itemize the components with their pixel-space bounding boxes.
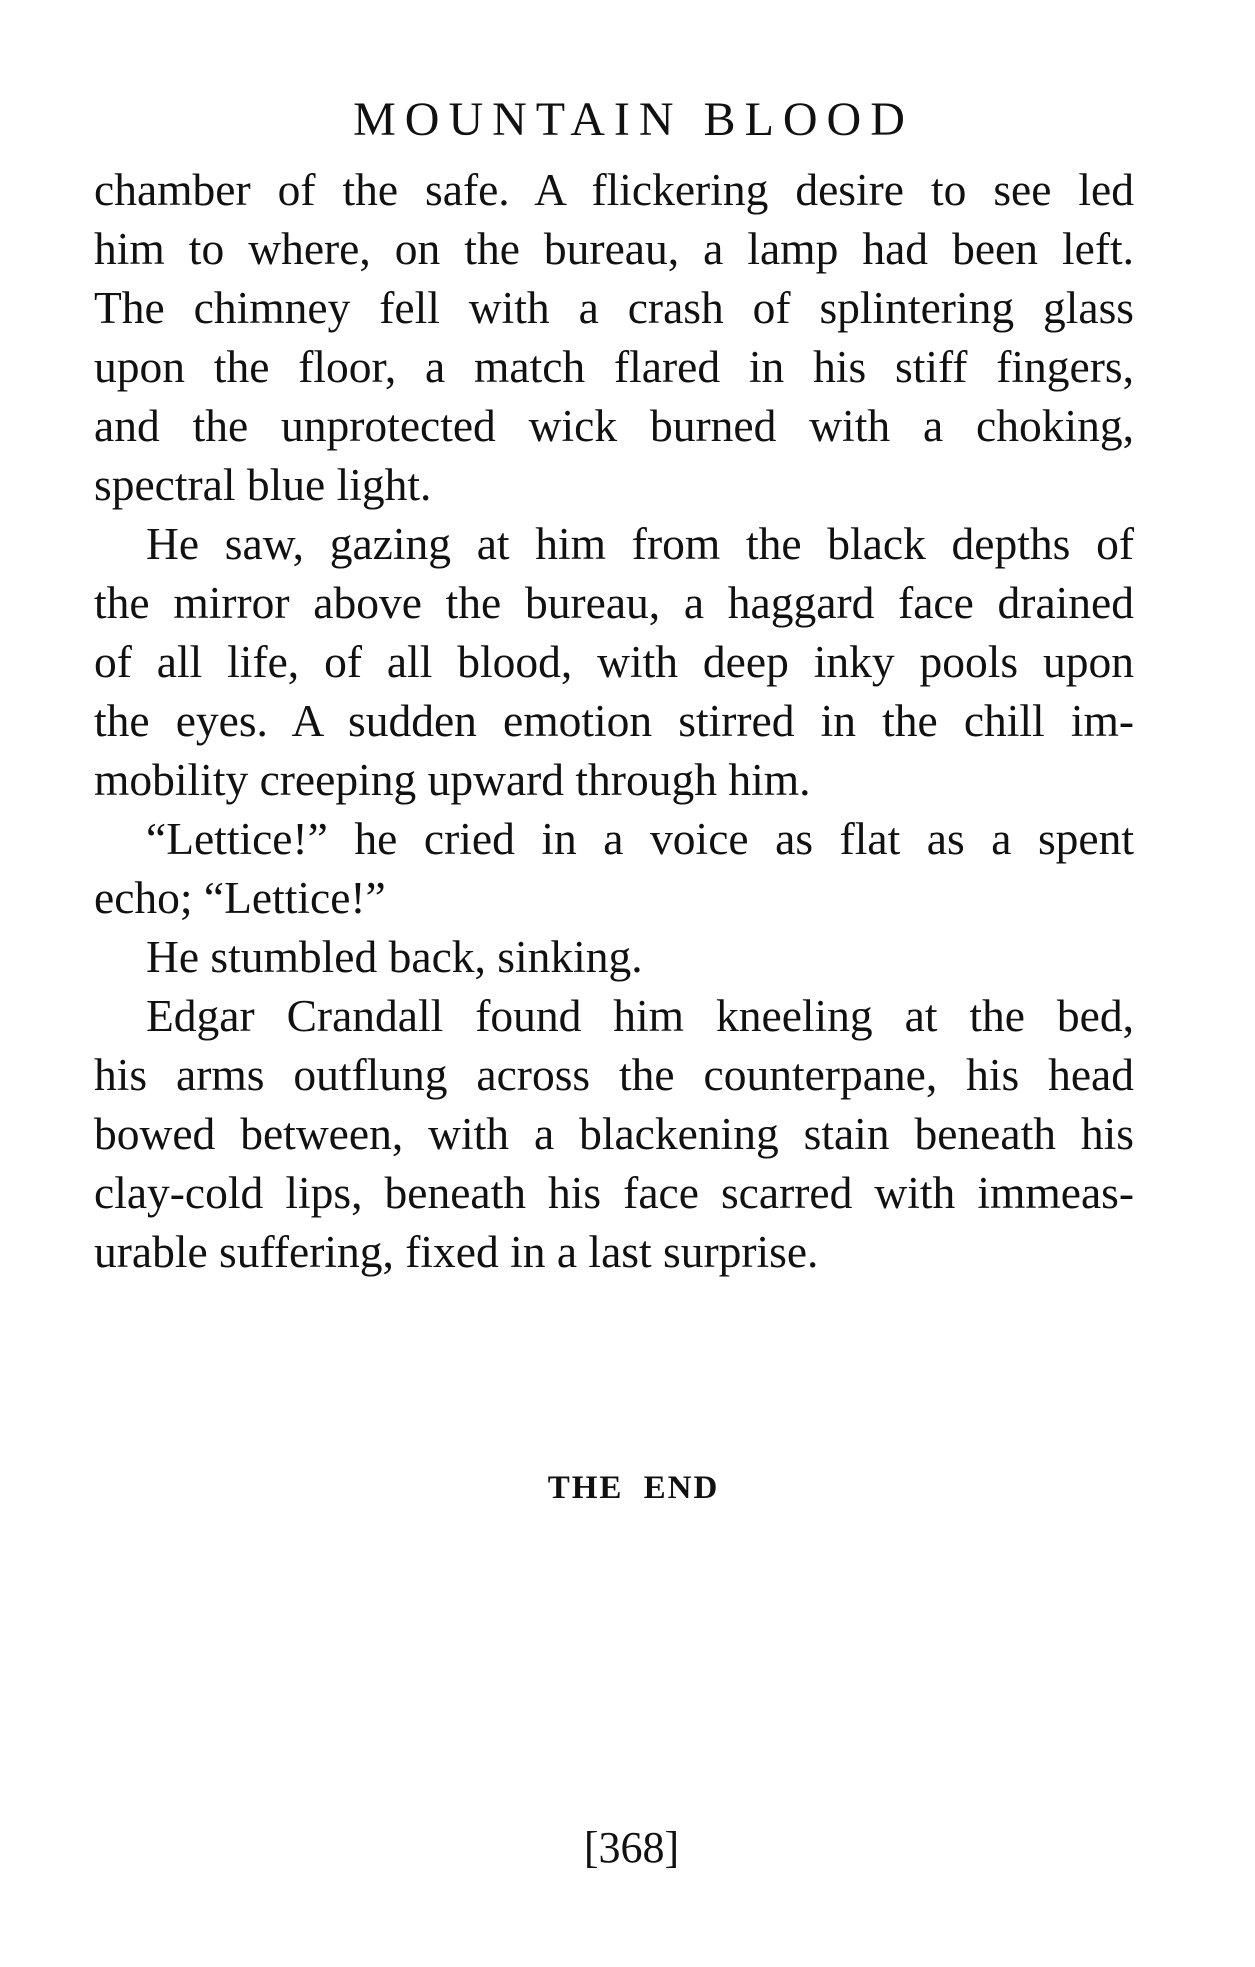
body-text <box>94 160 1134 1281</box>
text-line: him to where, on the bureau, a lamp had been left. <box>94 223 1134 274</box>
text-line: echo; “Lettice!” <box>94 872 386 923</box>
text-line: chamber of the safe. A flickering desire to see led <box>94 164 1134 215</box>
text-line: mobility creeping upward through him. <box>94 754 811 805</box>
page-number: [368] <box>583 1823 680 1872</box>
paragraph-3 <box>94 809 1134 927</box>
paragraph-4 <box>94 927 1134 986</box>
text-line: bowed between, with a blackening stain beneath his <box>94 1108 1134 1159</box>
paragraph-5 <box>94 986 1134 1281</box>
text-line: his arms outflung across the counterpane, his head <box>94 1049 1134 1100</box>
text-line: The chimney fell with a crash of splintering glass <box>94 282 1134 333</box>
paragraph-1 <box>94 160 1134 514</box>
text-line: He stumbled back, sinking. <box>146 931 643 982</box>
paragraph-2 <box>94 514 1134 809</box>
text-line: of all life, of all blood, with deep inky pools upon <box>94 636 1134 687</box>
text-line: and the unprotected wick burned with a choking, <box>94 400 1134 451</box>
text-line: the mirror above the bureau, a haggard face drained <box>94 577 1134 628</box>
text-line: “Lettice!” he cried in a voice as flat as a spent <box>146 813 1134 864</box>
text-line: He saw, gazing at him from the black depths of <box>146 518 1134 569</box>
text-line: the eyes. A sudden emotion stirred in the chill im- <box>94 695 1134 746</box>
text-line: upon the floor, a match flared in his stiff fingers, <box>94 341 1134 392</box>
end-marker: THE END <box>547 1470 720 1506</box>
text-line: urable suffering, fixed in a last surprise. <box>94 1226 819 1277</box>
text-line: spectral blue light. <box>94 459 432 510</box>
running-head: MOUNTAIN BLOOD <box>353 93 914 146</box>
text-line: Edgar Crandall found him kneeling at the bed, <box>146 990 1134 1041</box>
text-line: clay-cold lips, beneath his face scarred with immeas- <box>94 1167 1134 1218</box>
